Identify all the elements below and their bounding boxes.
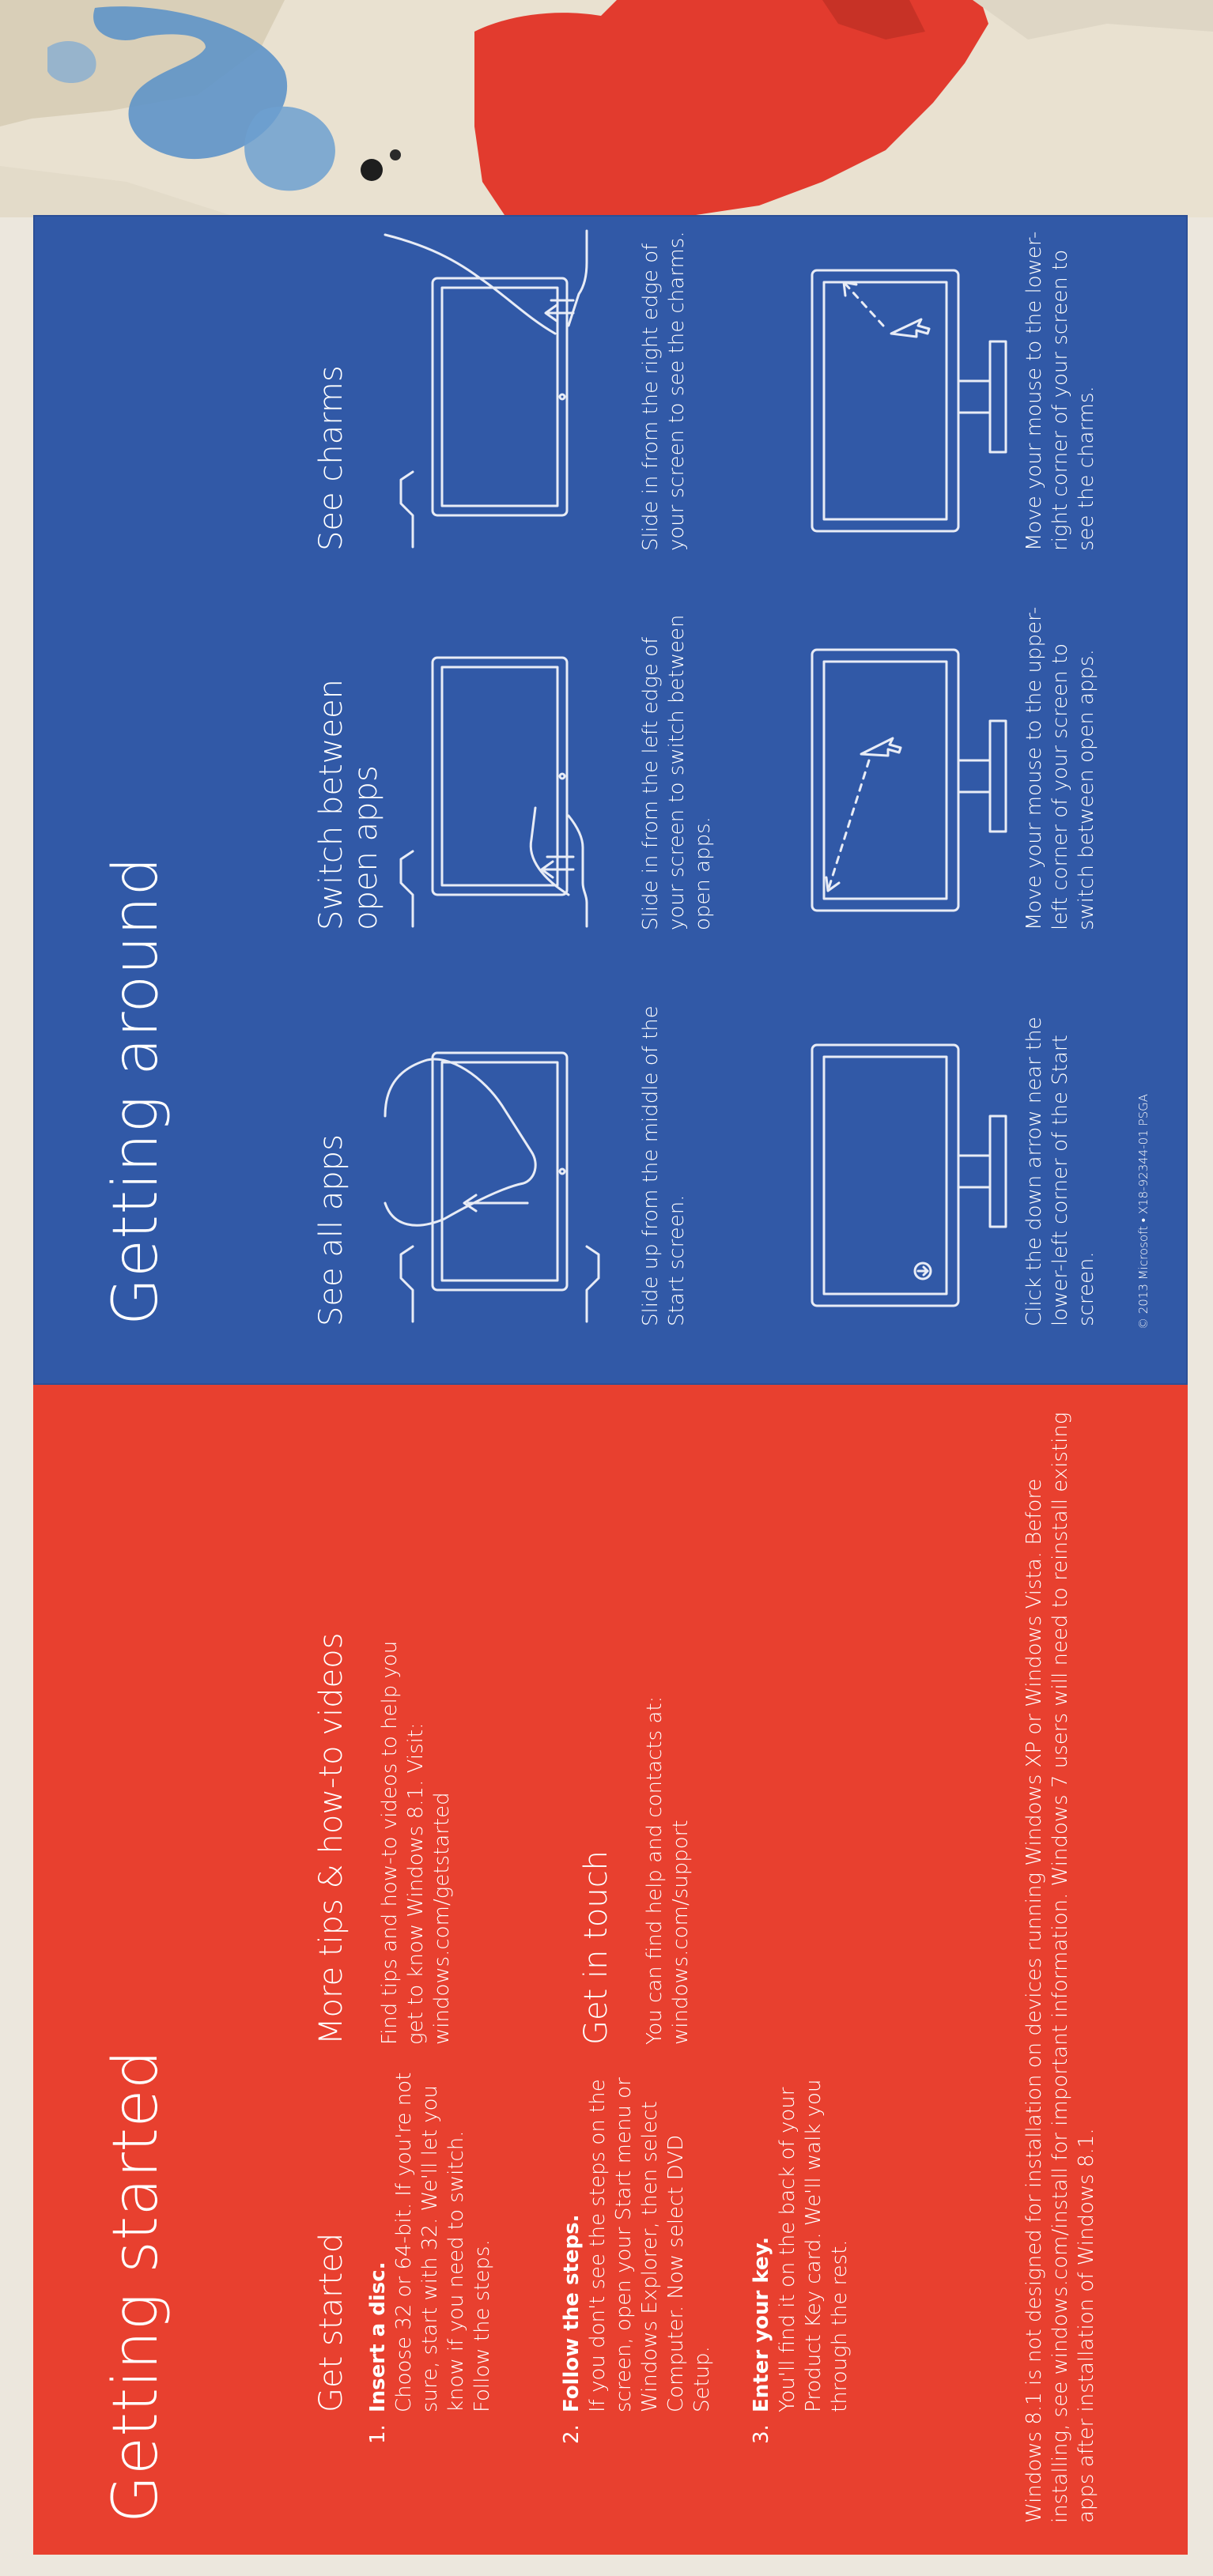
see-all-apps-heading: See all apps bbox=[313, 1134, 350, 1326]
tips-text: Find tips and how-to videos to help you get to know Windows 8.1. Visit: windows.com/getstarted bbox=[378, 1640, 454, 2045]
getting-around-panel bbox=[33, 215, 1188, 1385]
getting-started-panel bbox=[33, 1385, 1188, 2555]
see-charms-touch-text: Slide in from the right edge of your screen to see the charms. bbox=[639, 231, 689, 551]
see-charms-heading: See charms bbox=[313, 365, 350, 551]
contact-text: You can find help and contacts at: windows.com/support bbox=[643, 1695, 693, 2045]
touch-swipe-up-illustration bbox=[385, 1005, 614, 1322]
painted-artwork-strip bbox=[0, 0, 1213, 217]
switch-apps-mouse-text: Move your mouse to the upper-left corner of your screen to switch between open apps. bbox=[1022, 606, 1098, 930]
step-1-title: Insert a disc. bbox=[366, 2261, 390, 2412]
switch-apps-touch-text: Slide in from the left edge of your screen to switch between open apps. bbox=[639, 614, 715, 930]
mouse-upper-left-monitor-illustration bbox=[796, 610, 1034, 942]
step-2 bbox=[559, 2065, 716, 2412]
step-1-text: Choose 32 or 64-bit. If you're not sure, start with 32. We'll let you know if you need to switch. Follow the steps. bbox=[392, 2072, 494, 2412]
copyright-text: © 2013 Microsoft • X18-92344-01 PSGA bbox=[1136, 1094, 1151, 1329]
mouse-lower-right-monitor-illustration bbox=[796, 231, 1034, 563]
step-1-number: 1. bbox=[366, 2424, 390, 2444]
getting-started-title: Getting started bbox=[100, 2050, 172, 2523]
step-3-number: 3. bbox=[750, 2424, 773, 2444]
step-2-title: Follow the steps. bbox=[560, 2214, 584, 2412]
step-3-title: Enter your key. bbox=[750, 2236, 773, 2412]
step-2-number: 2. bbox=[560, 2424, 584, 2444]
switch-apps-heading: Switch between open apps bbox=[313, 679, 384, 930]
paint-strokes-image bbox=[0, 0, 1213, 217]
touch-swipe-right-edge-illustration bbox=[385, 231, 614, 547]
see-all-apps-mouse-text: Click the down arrow near the lower-left corner of the Start screen. bbox=[1022, 1016, 1098, 1326]
touch-swipe-left-edge-illustration bbox=[385, 610, 614, 926]
compatibility-notice: Windows 8.1 is not designed for installation on devices running Windows XP or Windows Vista. Before installing, see windows.com/install for important information. Windows 7 users will need to reinstall existing apps after installation of Windows 8.1. bbox=[1022, 1412, 1098, 2523]
get-started-heading: Get started bbox=[313, 2232, 350, 2412]
mouse-down-arrow-monitor-illustration bbox=[796, 1005, 1034, 1337]
step-3-text: You'll find it on the back of your Product Key card. We'll walk you through the rest. bbox=[776, 2079, 852, 2412]
tips-heading: More tips & how-to videos bbox=[313, 1632, 350, 2045]
step-2-text: If you don't see the steps on the screen, open your Start menu or Windows Explorer, then select Computer. Now select DVD Setup. bbox=[586, 2077, 714, 2412]
see-charms-mouse-text: Move your mouse to the lower-right corner of your screen to see the charms. bbox=[1022, 231, 1098, 551]
contact-heading: Get in touch bbox=[578, 1850, 614, 2045]
step-3 bbox=[749, 2065, 853, 2412]
step-1 bbox=[365, 2065, 496, 2412]
getting-around-title: Getting around bbox=[100, 856, 172, 1326]
see-all-apps-touch-text: Slide up from the middle of the Start screen. bbox=[639, 1005, 689, 1326]
